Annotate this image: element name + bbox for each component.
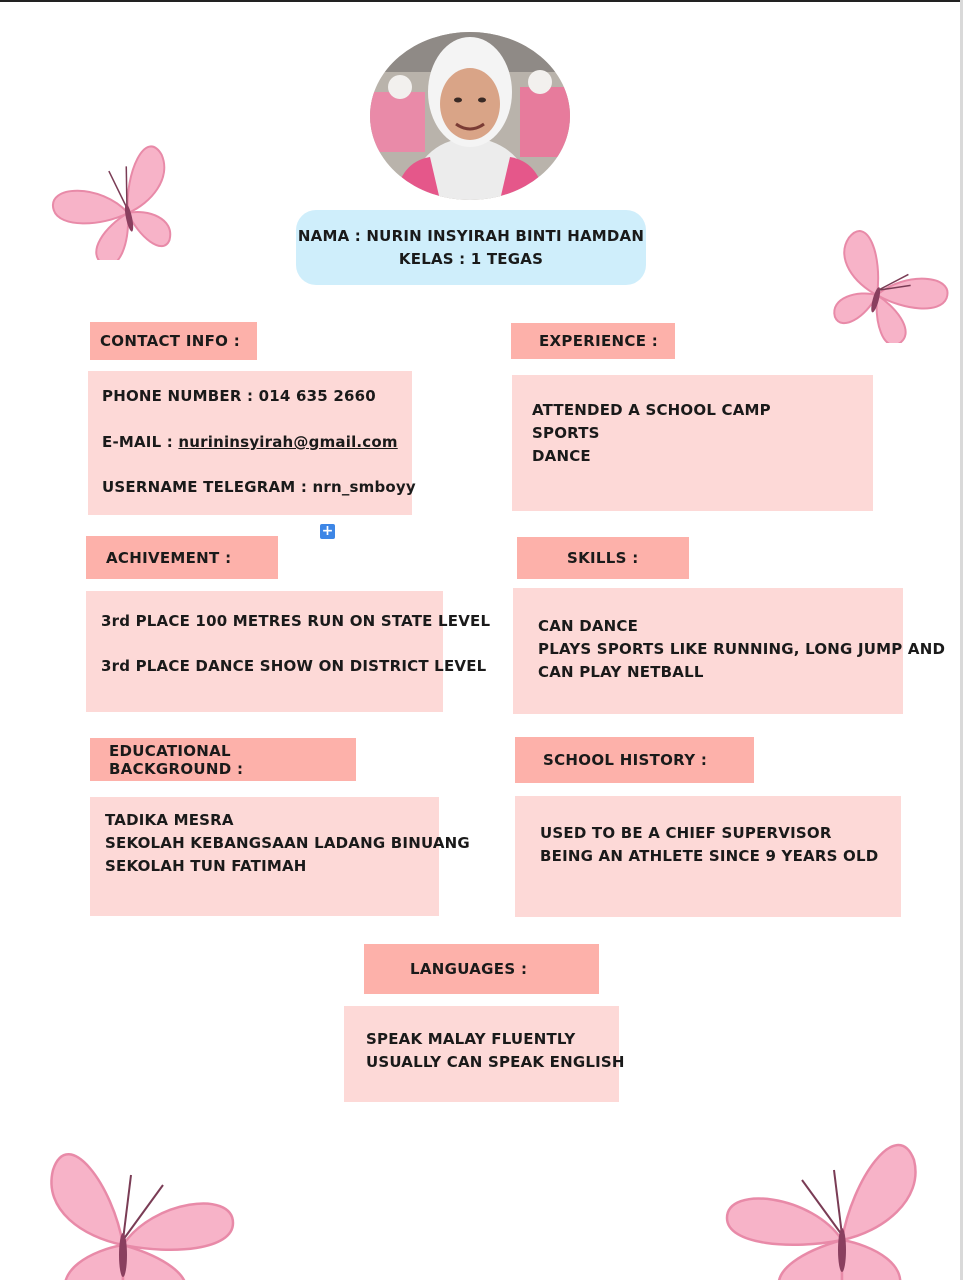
email-label: E-MAIL :: [102, 433, 179, 451]
butterfly-icon: [50, 138, 178, 260]
experience-item: DANCE: [532, 447, 591, 465]
achievement-box: [86, 591, 491, 712]
profile-photo: [370, 32, 570, 200]
education-item: TADIKA MESRA: [105, 811, 234, 829]
education-box: [90, 797, 470, 916]
school-history-item: USED TO BE A CHIEF SUPERVISOR: [540, 824, 832, 842]
telegram-username: USERNAME TELEGRAM : nrn_smboyy: [102, 478, 416, 496]
achievement-heading-text: ACHIVEMENT :: [106, 548, 232, 567]
education-heading: [90, 738, 356, 781]
experience-item: ATTENDED A SCHOOL CAMP: [532, 401, 771, 419]
skills-item: CAN DANCE: [538, 617, 639, 635]
student-class: KELAS : 1 TEGAS: [398, 249, 544, 268]
skills-heading: [517, 537, 689, 579]
school-history-heading-text: SCHOOL HISTORY :: [543, 751, 708, 769]
school-history-box: [515, 796, 901, 917]
education-item: SEKOLAH KEBANGSAAN LADANG BINUANG: [105, 834, 470, 852]
experience-heading-text: EXPERIENCE :: [539, 332, 659, 350]
email-line: [102, 431, 412, 454]
experience-box: [512, 375, 873, 511]
top-border: [0, 0, 963, 2]
contact-info-heading: [90, 322, 257, 360]
contact-info-heading-text: CONTACT INFO :: [100, 332, 241, 350]
butterfly-icon: [822, 215, 950, 343]
languages-box: [344, 1006, 625, 1102]
languages-item: SPEAK MALAY FLUENTLY: [366, 1030, 576, 1048]
skills-item: PLAYS SPORTS LIKE RUNNING, LONG JUMP AND: [538, 640, 946, 658]
phone-number: PHONE NUMBER : 014 635 2660: [102, 387, 376, 405]
student-name: NAMA : NURIN INSYIRAH BINTI HAMDAN: [297, 226, 645, 245]
school-history-heading: [515, 737, 754, 783]
butterfly-icon: [45, 1125, 245, 1280]
languages-heading-text: LANGUAGES :: [410, 960, 528, 978]
email-link[interactable]: nurininsyirah@gmail.com: [178, 433, 398, 451]
languages-item: USUALLY CAN SPEAK ENGLISH: [366, 1053, 625, 1071]
add-element-icon[interactable]: +: [321, 523, 334, 539]
skills-heading-text: SKILLS :: [567, 549, 639, 567]
skills-item: CAN PLAY NETBALL: [538, 663, 704, 681]
profile-photo-illustration: [370, 32, 570, 200]
education-heading-text: EDUCATIONAL BACKGROUND :: [109, 741, 244, 778]
contact-info-box: [88, 371, 416, 515]
languages-heading: [364, 944, 599, 994]
butterfly-icon: [722, 1120, 922, 1280]
achievement-heading: [86, 536, 278, 579]
achievement-item: 3rd PLACE 100 METRES RUN ON STATE LEVEL: [101, 612, 491, 630]
experience-item: SPORTS: [532, 424, 600, 442]
education-item: SEKOLAH TUN FATIMAH: [105, 857, 307, 875]
experience-heading: [511, 323, 675, 359]
school-history-item: BEING AN ATHLETE SINCE 9 YEARS OLD: [540, 847, 879, 865]
name-card: [296, 210, 646, 285]
skills-box: [513, 588, 946, 714]
achievement-item: 3rd PLACE DANCE SHOW ON DISTRICT LEVEL: [101, 657, 487, 675]
